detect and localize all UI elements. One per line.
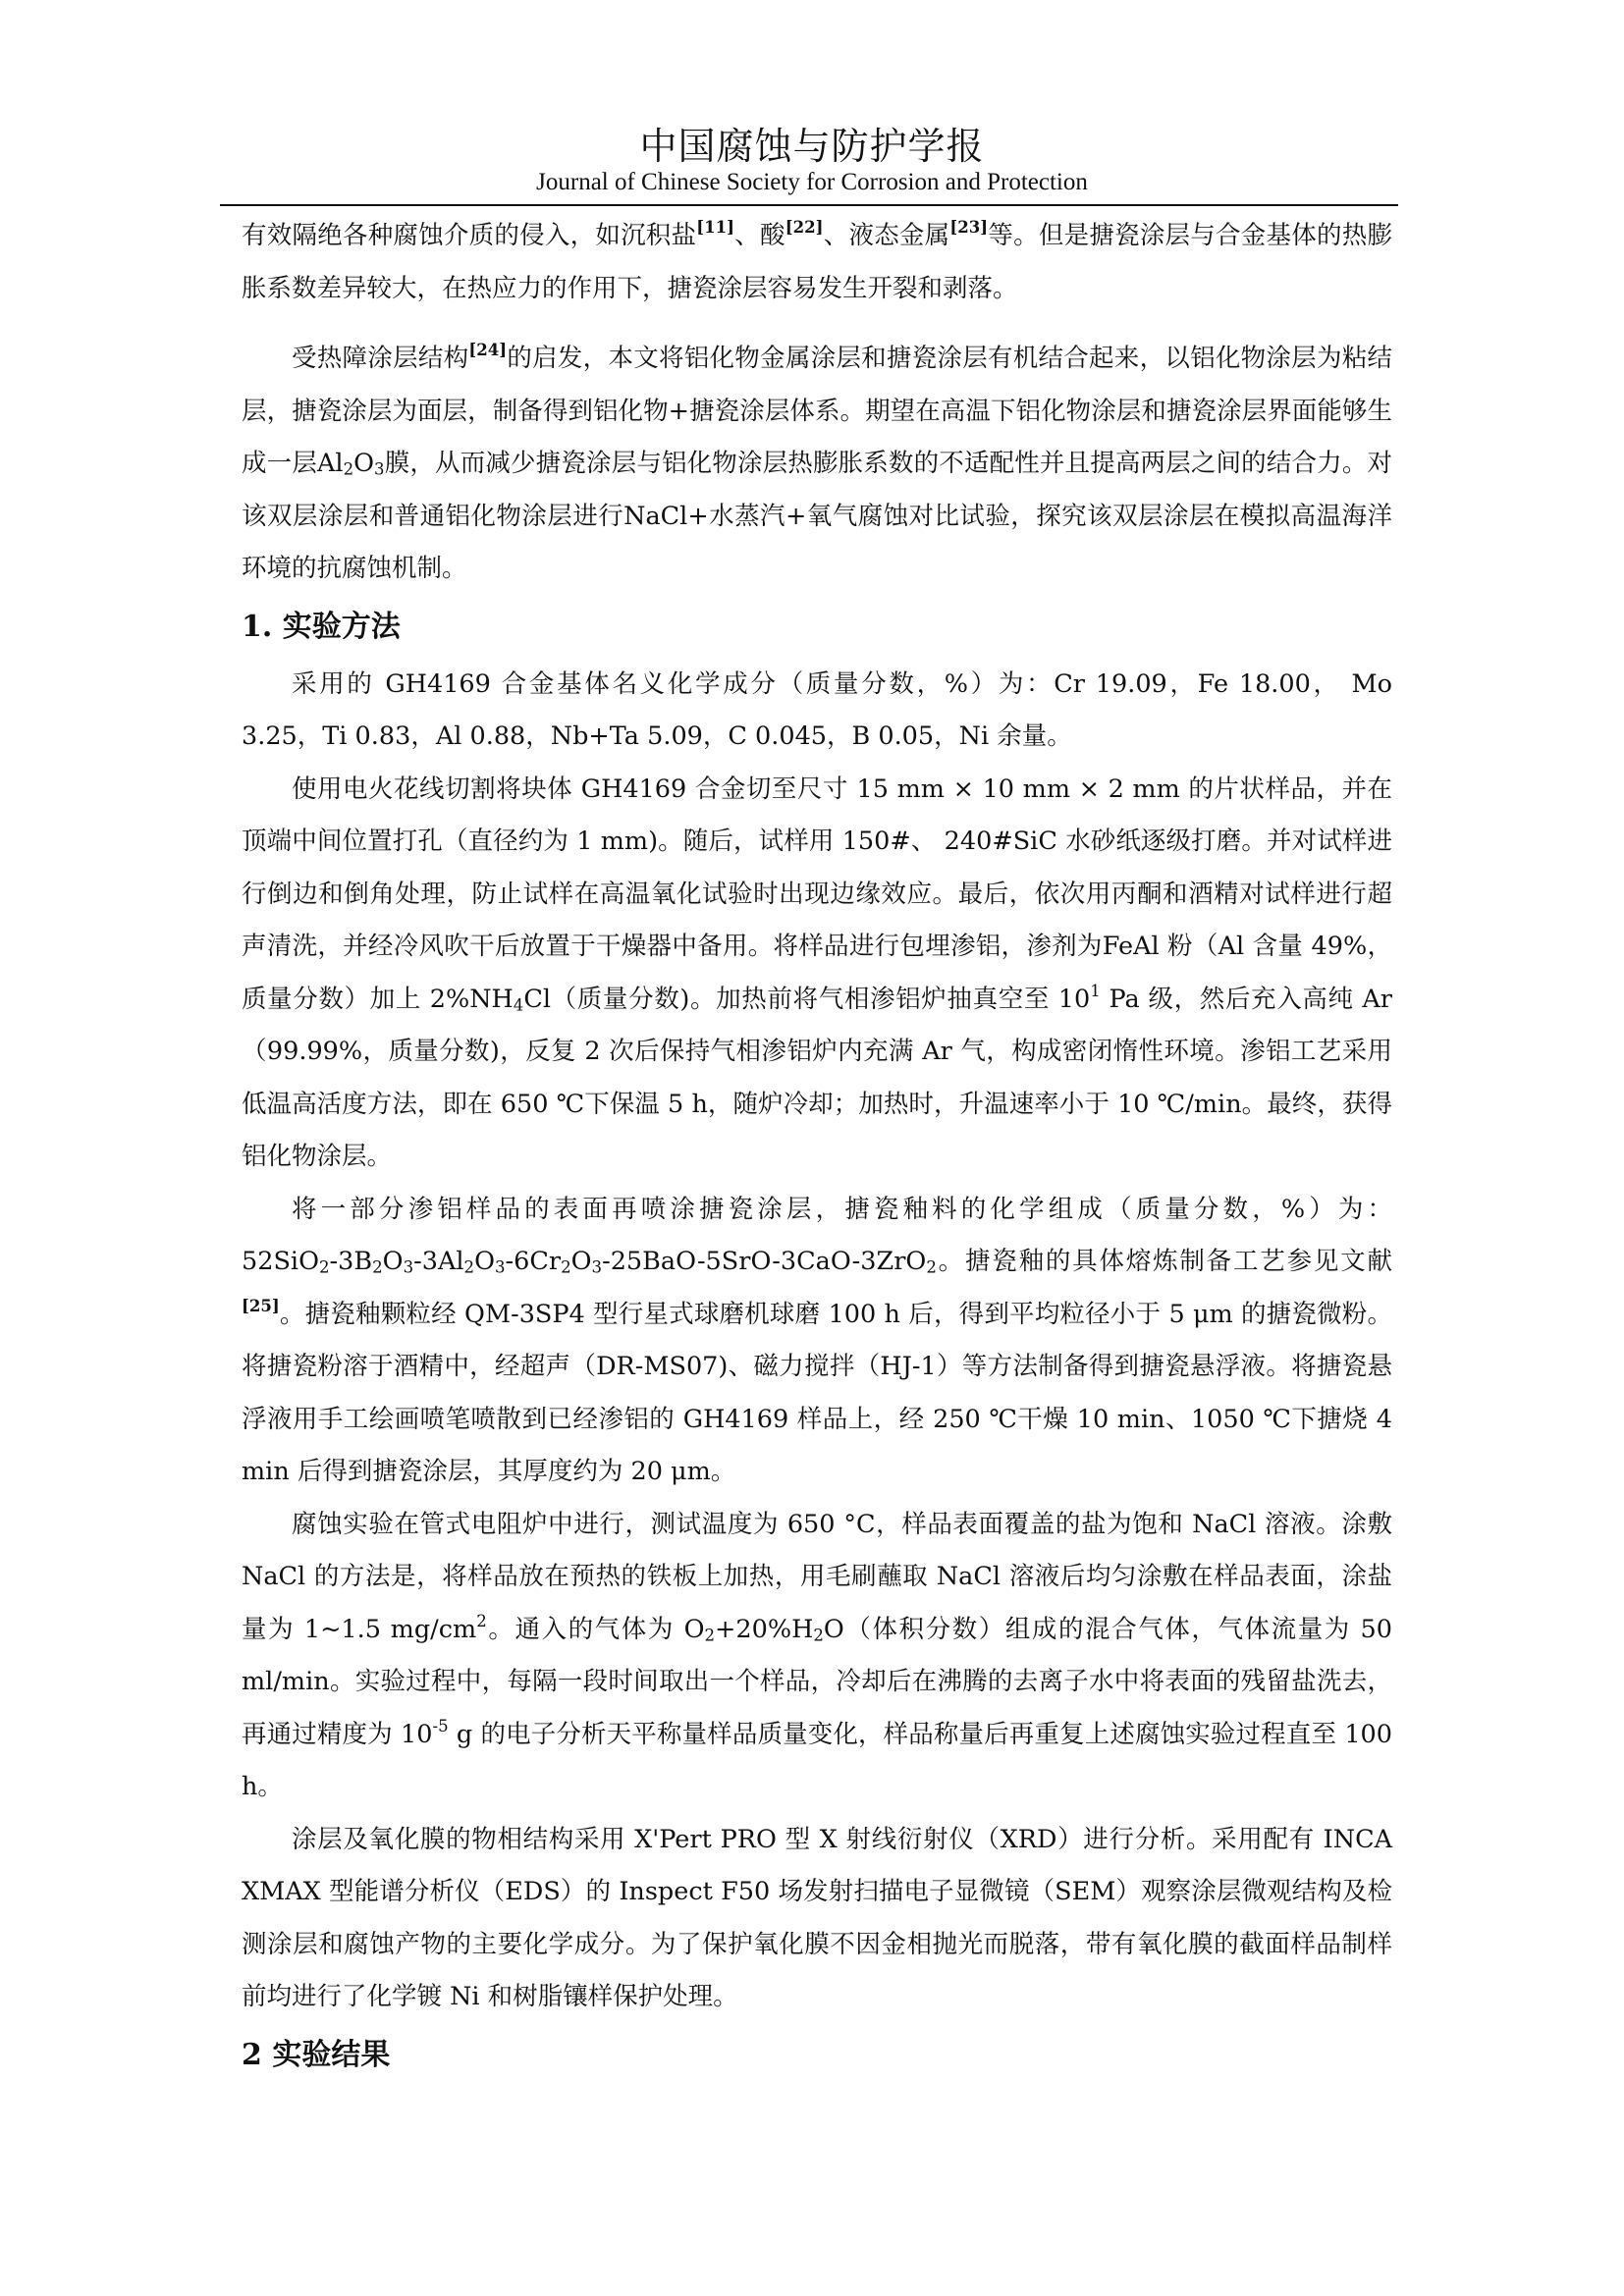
subscript: 3 [495, 1257, 506, 1277]
paragraph-sample-preparation [242, 764, 1392, 1184]
text-run: 使用电火花线切割将块体 GH4169 合金切至尺寸 15 mm × 10 mm × 2 mm 的片状样品，并在顶端中间位置打孔（直径约为 1 mm)。随后，试样用 150#、 240#SiC 水砂纸逐级打磨。并对试样进行倒边和倒角处理，防止试样在高温氧化试验时出现边缘效应。最后，依次用丙酮和酒精对试样进行超声清洗，并经冷风吹干后放置于干燥器中备用。将样品进行包埋渗铝，渗剂为FeAl 粉（Al 含量 49%，质量分数）加上 2%NH [242, 774, 1392, 1014]
page-body [242, 210, 1392, 2087]
section-heading-results: 2 实验结果 [242, 2037, 391, 2072]
subscript: 3 [403, 1257, 414, 1277]
text-run: -6Cr [505, 1247, 562, 1276]
journal-title-cn: 中国腐蚀与防护学报 [639, 125, 985, 168]
citation-22[interactable]: [22] [785, 217, 824, 238]
text-run: Pa 级，然后充入高纯 Ar（99.99%，质量分数)，反复 2 次后保持气相渗铝炉内充满 Ar 气，构成密闭惰性环境。渗铝工艺采用低温高活度方法，即在 650 ℃下保温 5 h，随炉冷却；加热时，升温速率小于 10 ℃/min。最终，获得铝化物涂层。 [242, 984, 1392, 1171]
text-run: 有效隔绝各种腐蚀介质的侵入，如沉积盐 [242, 221, 697, 250]
subscript: 2 [372, 1257, 383, 1277]
text-run: 等。但是搪瓷涂层与合金基体的热膨胀系数差异较大，在热应力的作用下，搪瓷涂层容易发生开裂和剥落。 [242, 221, 1392, 303]
citation-24[interactable]: [24] [468, 340, 508, 360]
paragraph-corrosion-test [242, 1499, 1392, 1814]
subscript: 2 [463, 1257, 475, 1277]
paragraph-characterization: 涂层及氧化膜的物相结构采用 X'Pert PRO 型 X 射线衍射仪（XRD）进行分析。采用配有 INCA XMAX 型能谱分析仪（EDS）的 Inspect F50 场发射扫描电子显微镜（SEM）观察涂层微观结构及检测涂层和腐蚀产物的主要化学成分。为了保护氧化膜不因金相抛光而脱落，带有氧化膜的截面样品制样前均进行了化学镀 Ni 和树脂镶样保护处理。 [242, 1824, 1392, 2011]
paragraph-enamel-coating [242, 1184, 1392, 1499]
text-run: O [474, 1247, 495, 1276]
text-run: 受热障涂层结构 [292, 344, 469, 373]
text-run: -3Al [413, 1247, 464, 1276]
text-run: O（体积分数）组成的混合气体，气体流量为 50 ml/min。实验过程中，每隔一段时间取出一个样品，冷却后在沸腾的去离子水中将表面的残留盐洗去，再通过精度为 10 [242, 1614, 1392, 1749]
section-heading-methods: 1. 实验方法 [242, 609, 401, 644]
subscript: 2 [704, 1626, 716, 1645]
superscript: 2 [476, 1611, 487, 1630]
subscript: 2 [561, 1257, 571, 1277]
text-run: O [382, 1247, 404, 1276]
journal-title-en: Journal of Chinese Society for Corrosion and Protection [536, 169, 1088, 195]
text-run: 52SiO [242, 1247, 319, 1276]
subscript: 2 [343, 459, 354, 479]
subscript: 2 [926, 1257, 937, 1277]
citation-23[interactable]: [23] [949, 217, 989, 238]
text-run: g 的电子分析天平称量样品质量变化，样品称量后再重复上述腐蚀实验过程直至 100 h。 [242, 1719, 1392, 1801]
text-run: 膜，从而减少搪瓷涂层与铝化物涂层热膨胀系数的不适配性并且提高两层之间的结合力。对该双层涂层和普通铝化物涂层进行NaCl+水蒸汽+氧气腐蚀对比试验，探究该双层涂层在模拟高温海洋环境的抗腐蚀机制。 [242, 449, 1392, 583]
citation-11[interactable]: [11] [696, 217, 735, 238]
paragraph-continuation [242, 210, 1392, 315]
superscript: 1 [1090, 981, 1101, 1000]
header-rule [220, 204, 1398, 206]
text-run: 。搪瓷釉颗粒经 QM-3SP4 型行星式球磨机球磨 100 h 后，得到平均粒径小于 5 μm 的搪瓷微粉。将搪瓷粉溶于酒精中，经超声（DR-MS07)、磁力搅拌（HJ-1）等方法制备得到搪瓷悬浮液。将搪瓷悬浮液用手工绘画喷笔喷散到已经渗铝的 GH4169 样品上，经 250 ℃干燥 10 min、1050 ℃下搪烧 4 min 后得到搪瓷涂层，其厚度约为 20 μm。 [242, 1299, 1392, 1486]
paragraph-composition: 采用的 GH4169 合金基体名义化学成分（质量分数，%）为：Cr 19.09，Fe 18.00， Mo 3.25，Ti 0.83，Al 0.88，Nb+Ta 5.09，C 0.045，B 0.05，Ni 余量。 [242, 668, 1392, 751]
text-run: 。通入的气体为 O [486, 1614, 705, 1644]
text-run: 。搪瓷釉的具体熔炼制备工艺参见文献 [936, 1247, 1392, 1276]
text-run: -3B [329, 1247, 373, 1276]
text-run: Cl（质量分数)。加热前将气相渗铝炉抽真空至 10 [523, 984, 1091, 1014]
subscript: 2 [318, 1257, 330, 1277]
text-run: -25BaO-5SrO-3CaO-3ZrO [602, 1247, 927, 1276]
text-run: 腐蚀实验在管式电阻炉中进行，测试温度为 650 °C，样品表面覆盖的盐为饱和 NaCl 溶液。涂敷 NaCl 的方法是，将样品放在预热的铁板上加热，用毛刷蘸取 NaCl 溶液后均匀涂敷在样品表面，涂盐量为 1~1.5 mg/cm [242, 1509, 1392, 1644]
subscript: 3 [591, 1257, 603, 1277]
text-run: O [570, 1247, 592, 1276]
paragraph-introduction [242, 333, 1392, 596]
citation-25[interactable]: [25] [242, 1295, 280, 1315]
text-run: O [353, 449, 375, 478]
text-run: 、酸 [734, 221, 785, 250]
subscript: 3 [374, 459, 385, 479]
text-run: 将一部分渗铝样品的表面再喷涂搪瓷涂层，搪瓷釉料的化学组成（质量分数，%）为： [292, 1194, 1392, 1224]
text-run: 、液态金属 [823, 221, 950, 250]
superscript: -5 [432, 1716, 449, 1735]
text-run: +20%H [715, 1614, 814, 1644]
text-run: 的启发，本文将铝化物金属涂层和搪瓷涂层有机结合起来，以铝化物涂层为粘结层，搪瓷涂层为面层，制备得到铝化物+搪瓷涂层体系。期望在高温下铝化物涂层和搪瓷涂层界面能够生成一层Al [242, 344, 1392, 478]
subscript: 4 [513, 995, 524, 1015]
chemical-formula [242, 1247, 937, 1276]
subscript: 2 [813, 1626, 824, 1645]
